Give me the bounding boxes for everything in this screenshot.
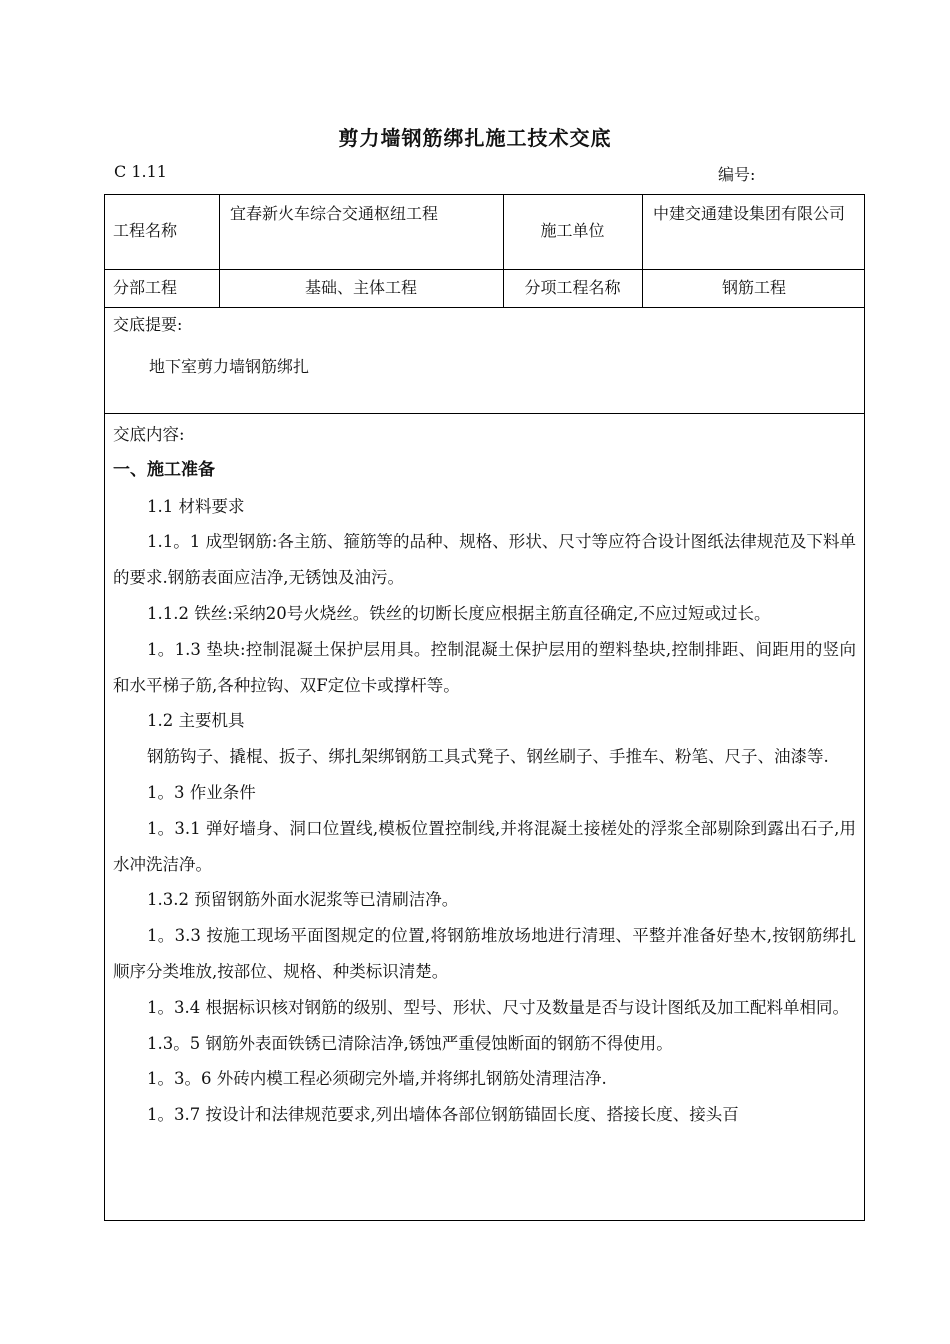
content-paragraph: 1。3.7 按设计和法律规范要求,列出墙体各部位钢筋锚固长度、搭接长度、接头百 — [147, 1105, 739, 1125]
content-paragraph: 1.1 材料要求 — [147, 496, 245, 516]
summary-text: 地下室剪力墙钢筋绑扎 — [149, 357, 310, 376]
form-code: C 1.11 — [114, 162, 167, 181]
content-paragraph: 1。1.3 垫块:控制混凝土保护层用具。控制混凝土保护层用的塑料垫块,控制排距、间距用的竖向和水平梯子筋,各种拉钩、双F定位卡或撑杆等。 — [113, 639, 856, 695]
content-label: 交底内容: — [113, 425, 185, 444]
content-paragraph: 1.2 主要机具 — [147, 711, 245, 731]
disclosure-content — [113, 417, 856, 1133]
content-paragraph: 1.3.2 预留钢筋外面水泥浆等已清刷洁净。 — [147, 890, 459, 910]
document-title: 剪力墙钢筋绑扎施工技术交底 — [338, 126, 612, 150]
division-value: 基础、主体工程 — [304, 278, 417, 297]
content-paragraph: 1.1.2 铁丝:采纳20号火烧丝。铁丝的切断长度应根据主筋直径确定,不应过短或过长。 — [147, 603, 771, 623]
content-paragraph: 钢筋钩子、撬棍、扳子、绑扎架绑钢筋工具式凳子、钢丝刷子、手推车、粉笔、尺子、油漆等. — [147, 747, 829, 767]
content-paragraph: 1。3。6 外砖内模工程必须砌完外墙,并将绑扎钢筋处清理洁净. — [147, 1069, 607, 1089]
content-paragraph: 1.3。5 钢筋外表面铁锈已清除洁净,锈蚀严重侵蚀断面的钢筋不得使用。 — [147, 1033, 673, 1053]
number-label: 编号: — [718, 165, 756, 184]
division-label: 分部工程 — [113, 278, 178, 297]
subitem-value: 钢筋工程 — [721, 278, 786, 297]
disclosure-form — [104, 194, 865, 1221]
section-heading: 一、施工准备 — [113, 459, 215, 480]
project-name-value: 宜春新火车综合交通枢纽工程 — [230, 204, 439, 223]
contractor-value: 中建交通建设集团有限公司 — [653, 204, 846, 223]
contractor-label: 施工单位 — [540, 221, 605, 240]
content-paragraph: 1。3.1 弹好墙身、洞口位置线,模板位置控制线,并将混凝土接槎处的浮浆全部剔除到露出石子,用水冲洗洁净。 — [113, 818, 856, 874]
project-name-label: 工程名称 — [113, 221, 178, 240]
row-divider — [105, 413, 864, 414]
content-paragraph: 1.1。1 成型钢筋:各主筋、箍筋等的品种、规格、形状、尺寸等应符合设计图纸法律规范及下料单的要求.钢筋表面应洁净,无锈蚀及油污。 — [113, 532, 856, 588]
content-paragraph: 1。3.3 按施工现场平面图规定的位置,将钢筋堆放场地进行清理、平整并准备好垫木,按钢筋绑扎顺序分类堆放,按部位、规格、种类标识清楚。 — [113, 926, 856, 981]
content-paragraph: 1。3.4 根据标识核对钢筋的级别、型号、形状、尺寸及数量是否与设计图纸及加工配料单相同。 — [147, 997, 849, 1017]
summary-label: 交底提要: — [113, 315, 183, 334]
content-paragraph: 1。3 作业条件 — [147, 782, 256, 802]
row-divider — [105, 307, 864, 308]
subitem-label: 分项工程名称 — [524, 278, 621, 297]
